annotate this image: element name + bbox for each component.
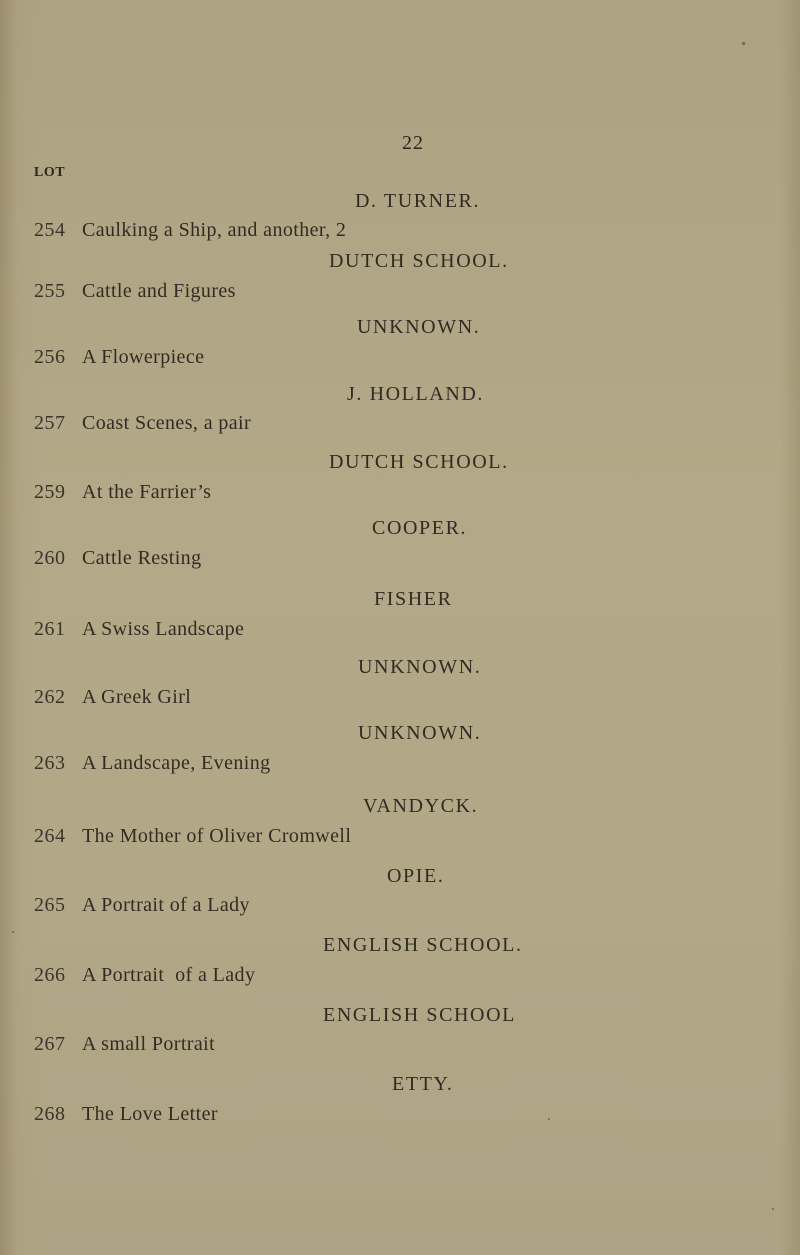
lot-number: 256 bbox=[34, 346, 66, 368]
artist-name: ENGLISH SCHOOL bbox=[323, 1004, 516, 1026]
lot-title: At the Farrier’s bbox=[82, 481, 212, 503]
lot-number: 268 bbox=[34, 1103, 66, 1125]
lot-number: 264 bbox=[34, 825, 66, 847]
lot-number: 257 bbox=[34, 412, 66, 434]
lot-column-header: LOT bbox=[34, 165, 66, 180]
artist-name: UNKNOWN. bbox=[358, 722, 482, 744]
lot-title: A Portrait of a Lady bbox=[82, 964, 256, 986]
lot-title: A small Portrait bbox=[82, 1033, 216, 1055]
artist-name: COOPER. bbox=[372, 517, 468, 539]
artist-name: ENGLISH SCHOOL. bbox=[323, 934, 523, 956]
artist-name: ETTY. bbox=[392, 1073, 454, 1095]
lot-number: 265 bbox=[34, 894, 66, 916]
lot-number: 266 bbox=[34, 964, 66, 986]
lot-number: 255 bbox=[34, 280, 66, 302]
lot-title: Cattle Resting bbox=[82, 547, 202, 569]
lot-number: 267 bbox=[34, 1033, 66, 1055]
lot-number: 259 bbox=[34, 481, 66, 503]
lot-title: A Swiss Landscape bbox=[82, 618, 245, 640]
artist-name: UNKNOWN. bbox=[357, 316, 481, 338]
lot-title: A Landscape, Evening bbox=[82, 752, 271, 774]
paper-speck bbox=[772, 1208, 774, 1210]
artist-name: DUTCH SCHOOL. bbox=[329, 451, 509, 473]
artist-name: FISHER bbox=[374, 588, 453, 610]
lot-number: 263 bbox=[34, 752, 66, 774]
lot-title: Caulking a Ship, and another, 2 bbox=[82, 219, 347, 241]
artist-name: UNKNOWN. bbox=[358, 656, 482, 678]
page-number: 22 bbox=[402, 132, 424, 154]
artist-name: VANDYCK. bbox=[363, 795, 479, 817]
lot-title: The Love Letter bbox=[82, 1103, 218, 1125]
paper-speck bbox=[12, 931, 14, 933]
lot-title: Cattle and Figures bbox=[82, 280, 236, 302]
lot-title: A Flowerpiece bbox=[82, 346, 205, 368]
lot-title: Coast Scenes, a pair bbox=[82, 412, 252, 434]
lot-number: 254 bbox=[34, 219, 66, 241]
lot-number: 262 bbox=[34, 686, 66, 708]
lot-title: A Greek Girl bbox=[82, 686, 192, 708]
lot-title: The Mother of Oliver Cromwell bbox=[82, 825, 352, 847]
artist-name: OPIE. bbox=[387, 865, 445, 887]
artist-name: DUTCH SCHOOL. bbox=[329, 250, 509, 272]
artist-name: D. TURNER. bbox=[355, 190, 481, 212]
lot-number: 260 bbox=[34, 547, 66, 569]
lot-title: A Portrait of a Lady bbox=[82, 894, 250, 916]
lot-number: 261 bbox=[34, 618, 66, 640]
artist-name: J. HOLLAND. bbox=[347, 383, 485, 405]
paper-speck bbox=[742, 42, 745, 45]
paper-speck bbox=[548, 1118, 550, 1120]
